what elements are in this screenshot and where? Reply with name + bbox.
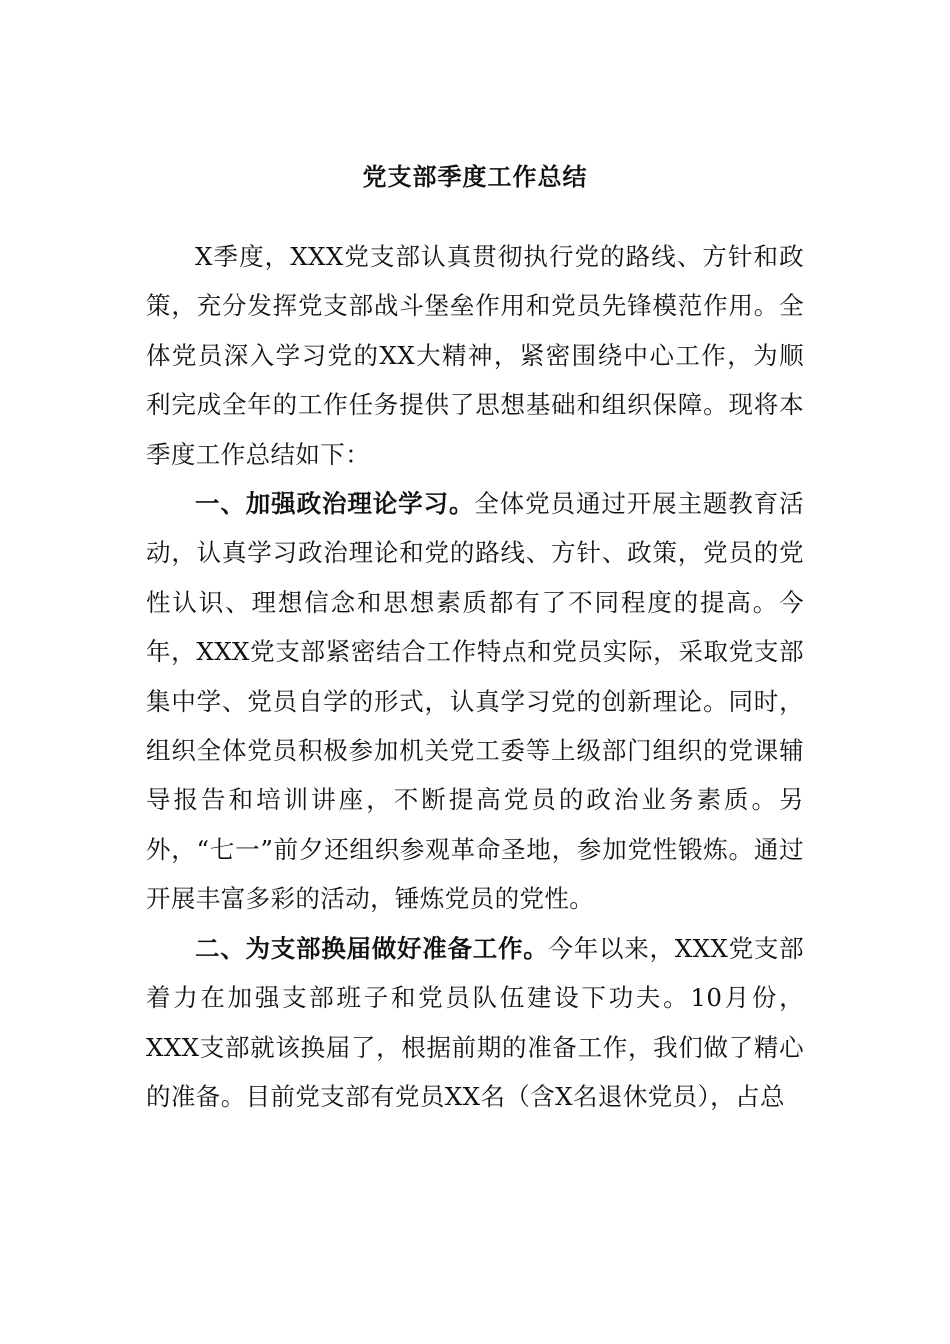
section-paragraph-1 [146, 479, 804, 924]
section-heading-2: 二、为支部换届做好准备工作。 [195, 933, 549, 963]
section-heading-1: 一、加强政治理论学习。 [195, 489, 475, 519]
paragraph-text: 今年以来，XXX党支部着力在加强支部班子和党员队伍建设下功夫。10月份，XXX支部就该换届了，根据前期的准备工作，我们做了精心的准备。目前党支部有党员XX名（含X名退休党员），占总 [146, 933, 804, 1111]
intro-paragraph [146, 232, 804, 479]
paragraph-text: 全体党员通过开展主题教育活动，认真学习政治理论和党的路线、方针、政策，党员的党性认识、理想信念和思想素质都有了不同程度的提高。今年，XXX党支部紧密结合工作特点和党员实际，采取党支部集中学、党员自学的形式，认真学习党的创新理论。同时，组织全体党员积极参加机关党工委等上级部门组织的党课辅导报告和培训讲座，不断提高党员的政治业务素质。另外，“七一”前夕还组织参观革命圣地，参加党性锻炼。通过开展丰富多彩的活动，锤炼党员的党性。 [146, 489, 805, 914]
paragraph-text: X季度，XXX党支部认真贯彻执行党的路线、方针和政策，充分发挥党支部战斗堡垒作用和党员先锋模范作用。全体党员深入学习党的XX大精神，紧密围绕中心工作，为顺利完成全年的工作任务提供了思想基础和组织保障。现将本季度工作总结如下： [146, 242, 804, 469]
section-paragraph-2 [146, 924, 804, 1122]
document-body [146, 232, 804, 1121]
document-title: 党支部季度工作总结 [362, 162, 588, 191]
